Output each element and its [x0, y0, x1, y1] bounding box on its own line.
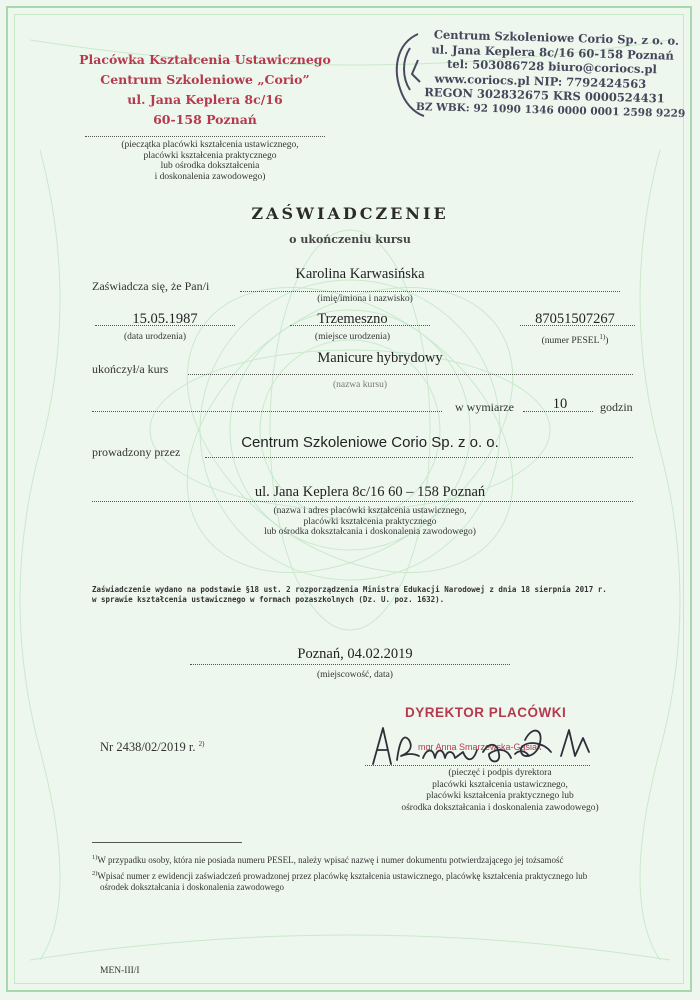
footnote-separator	[92, 842, 242, 843]
stamp-dotted-line	[85, 136, 325, 137]
signature-dotted-line	[365, 765, 590, 766]
company-stamp-line: ul. Jana Keplera 8c/16 60-158 Poznań	[431, 41, 675, 63]
pesel-caption-end: )	[605, 336, 609, 347]
legal-basis-line: w sprawie kształcenia ustawicznego w formach pozaszkolnych (Dz. U. poz. 1632).	[92, 595, 445, 604]
issuer-stamp-line: 60-158 Poznań	[153, 112, 257, 127]
run-by-label: prowadzony przez	[92, 445, 181, 459]
certify-label: Zaświadcza się, że Pan/i	[92, 279, 210, 293]
legal-basis-line: Zaświadczenie wydano na podstawie §18 ust. 2 rozporządzenia Ministra Edukacji Narodowej z dnia 18 sierpnia 2017 r.	[92, 585, 607, 594]
signature-caption	[385, 768, 615, 814]
company-stamp-line: REGON 302832675 KRS 0000524431	[424, 85, 665, 106]
stamp-caption-line: i doskonalenia zawodowego)	[154, 171, 266, 182]
company-stamp-line: tel: 503086728 biuro@coriocs.pl	[446, 56, 658, 77]
organizer-value: Centrum Szkoleniowe Corio Sp. z o. o.	[241, 434, 499, 451]
signature-caption-line: placówki kształcenia ustawicznego,	[432, 779, 568, 790]
course-value: Manicure hybrydowy	[317, 350, 443, 366]
pesel-caption-text: (numer PESEL	[541, 336, 600, 347]
name-value: Karolina Karwasińska	[295, 266, 425, 282]
form-code: MEN-III/I	[100, 966, 140, 976]
footnote-2	[92, 868, 652, 893]
birth-place-value: Trzemeszno	[317, 311, 388, 327]
legal-basis	[92, 585, 652, 605]
address-caption-line: lub ośrodka dokształcania i doskonalenia zawodowego)	[264, 527, 476, 537]
place-date-value: Poznań, 04.02.2019	[297, 646, 413, 662]
stamp-caption-line: (pieczątka placówki kształcenia ustawicznego,	[121, 140, 299, 150]
company-stamp-line: www.coriocs.pl NIP: 7792424563	[434, 70, 647, 91]
stamp-caption-line: lub ośrodka dokształcenia	[160, 161, 260, 171]
pesel-caption	[520, 332, 630, 347]
course-dotted-line	[188, 374, 633, 375]
issuer-stamp-line: Placówka Kształcenia Ustawicznego	[79, 52, 331, 67]
issuer-stamp-line: ul. Jana Keplera 8c/16	[127, 92, 283, 107]
completed-label: ukończył/a kurs	[92, 362, 169, 376]
director-title: DYREKTOR PLACÓWKI	[405, 705, 567, 720]
name-caption: (imię/imiona i nazwisko)	[317, 294, 413, 304]
footnote-1	[92, 852, 652, 866]
hours-label: w wymiarze	[455, 400, 514, 414]
hours-unit: godzin	[600, 400, 633, 414]
footnote-ref-2: 2)	[198, 740, 205, 748]
birth-date-value: 15.05.1987	[132, 311, 198, 327]
address-caption-line: (nazwa i adres placówki kształcenia ustawicznego,	[273, 506, 467, 516]
address-value: ul. Jana Keplera 8c/16 60 – 158 Poznań	[254, 484, 486, 500]
footnote-text-continued: ośrodek dokształcania i doskonalenia zawodowego	[100, 882, 284, 892]
pesel-value: 87051507267	[535, 311, 615, 327]
company-stamp	[416, 27, 688, 121]
document-subtitle: o ukończeniu kursu	[289, 233, 411, 246]
footnote-mark: 1)	[92, 854, 98, 861]
signature-caption-line: ośrodka dokształcania i doskonalenia zawodowego)	[401, 802, 599, 813]
handwritten-signature	[365, 720, 600, 770]
address-caption-line: placówki kształcenia praktycznego	[303, 516, 437, 527]
signature-caption-line: placówki kształcenia praktycznego lub	[426, 791, 574, 801]
name-dotted-line	[240, 291, 620, 292]
address-dotted-line	[92, 501, 633, 502]
stamp-caption-line: placówki kształcenia praktycznego	[143, 150, 277, 161]
signature-caption-line: (pieczęć i podpis dyrektora	[448, 768, 552, 778]
footnote-ref-1: 1)	[599, 333, 606, 341]
footnote-text: Wpisać numer z ewidencji zaświadczeń prowadzonej przez placówkę kształcenia ustawicznego, placówkę kształcenia praktycznego lub	[97, 871, 588, 881]
address-caption	[200, 506, 540, 538]
document-title: ZAŚWIADCZENIE	[251, 204, 449, 223]
company-stamp-line: Centrum Szkoleniowe Corio Sp. z o. o.	[433, 27, 680, 48]
course-continuation-dotted-line	[92, 411, 442, 412]
company-stamp-line: BZ WBK: 92 1090 1346 0000 0001 2598 9229	[415, 100, 686, 120]
registration-text: Nr 2438/02/2019 r.	[100, 740, 196, 755]
issuer-stamp-line: Centrum Szkoleniowe „Corio”	[100, 72, 310, 87]
footnote-mark: 2)	[92, 870, 98, 877]
footnote-text: W przypadku osoby, która nie posiada numeru PESEL, należy wpisać nazwę i numer dokumentu potwierdzającego jej tożsamość	[97, 855, 564, 865]
birth-date-caption: (data urodzenia)	[124, 332, 186, 342]
birth-place-caption: (miejsce urodzenia)	[314, 332, 391, 342]
issuer-stamp	[60, 50, 350, 130]
hours-value: 10	[552, 396, 568, 412]
place-date-dotted-line	[190, 664, 510, 665]
stamp-caption	[80, 140, 340, 182]
registration-number	[100, 740, 204, 755]
director-name-stamp: mgr Anna Smarzewska-Gąsiak	[418, 742, 542, 752]
place-date-caption: (miejscowość, data)	[317, 670, 393, 680]
organizer-dotted-line	[205, 457, 633, 458]
course-caption: (nazwa kursu)	[332, 380, 388, 390]
